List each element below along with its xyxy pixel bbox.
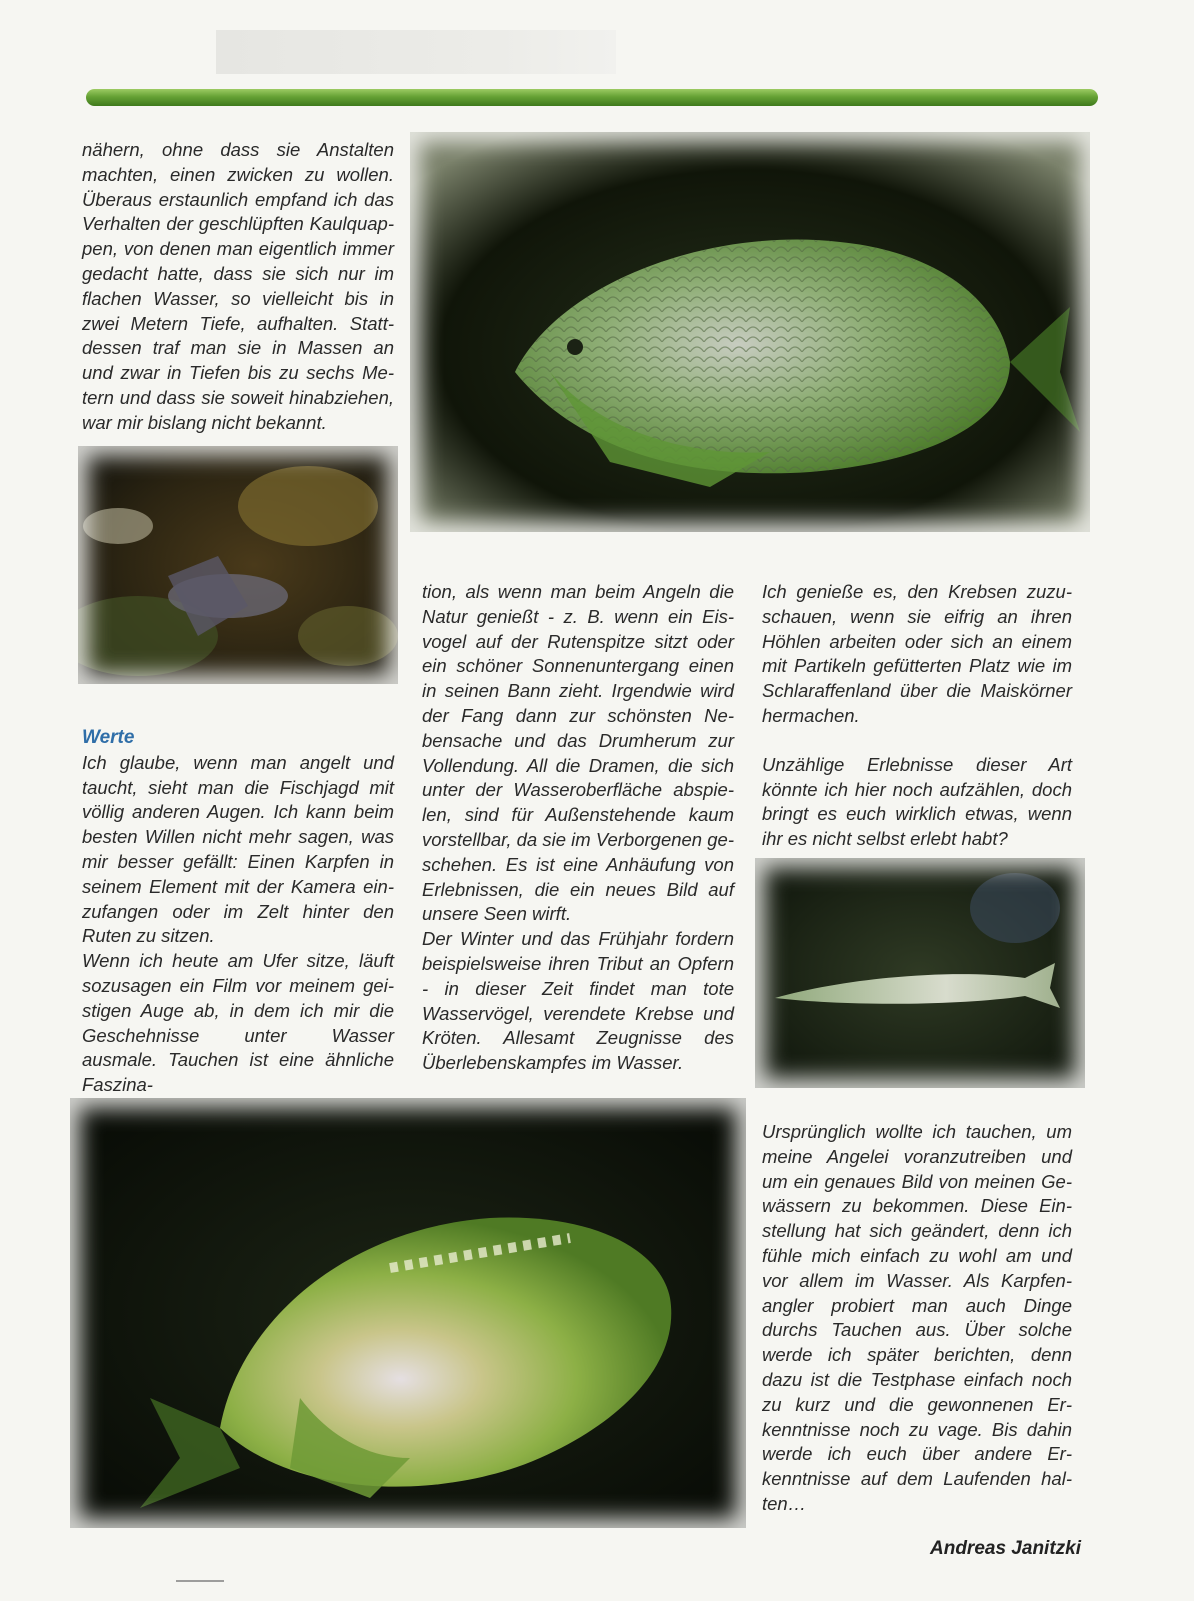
fish-photo-small (755, 858, 1085, 1088)
paragraph-ufer: Wenn ich heute am Ufer sitze, läuft sozusagen ein Film vor meinem geistigen Auge ab, in dem ich mir die Geschehnisse unter Wasser ausmale. Tauchen ist eine ähnliche Faszina- (82, 950, 394, 1096)
footer-mark (176, 1580, 224, 1586)
carp-photo-bottom (70, 1098, 746, 1528)
carp-photo-bottom-image (70, 1098, 746, 1528)
section-rule (86, 89, 1098, 106)
crayfish-photo-image (78, 446, 398, 684)
paragraph-winter: Der Winter und das Frühjahr fordern beispielsweise ihren Tribut an Opfern - in dieser Zeit findet man tote Wasservögel, verendete Krebse und Kröten. Allesamt Zeugnisse des Überlebenskampfes im Wasser. (422, 928, 734, 1074)
paragraph-tauchen-angelei: Ursprünglich wollte ich tauchen, um meine Angelei voranzutreiben und um ein genaues Bild von meinen Gewässern zu bekommen. Diese Einstellung hat sich geändert, denn ich fühle mich einfach zu wohl am und vor allem im Wasser. Als Karpfenangler probiert man auch Dinge durchs Tauchen aus. Über solche werde ich später berichten, denn dazu ist die Testphase einfach noch zu kurz und die gewonnenen Erkenntnisse noch zu vage. Bis dahin werde ich euch über andere Erkenntnisse auf dem Laufenden halten… (762, 1121, 1072, 1514)
column-3-upper (762, 580, 1072, 852)
section-heading-werte: Werte (82, 727, 135, 748)
column-1-upper (82, 138, 394, 436)
carp-photo-top (410, 132, 1090, 532)
column-1-lower (82, 726, 394, 1098)
paragraph-tadpoles: nähern, ohne dass sie Anstalten machten, einen zwicken zu wollen. Überaus erstaunlich empfand ich das Verhalten der geschlüpften Kaulquappen, von denen man eigentlich immer gedacht hatte, dass sie sich nur im flachen Wasser, so vielleicht bis in zwei Metern Tiefe, aufhalten. Stattdessen traf man sie in Massen an und zwar in Tiefen bis zu sechs Metern und dass sie soweit hinabziehen, war mir bislang nicht bekannt. (82, 139, 394, 433)
column-3-lower (762, 1120, 1072, 1517)
paragraph-erlebnisse: Unzählige Erlebnisse dieser Art könnte ich hier noch aufzählen, doch bringt es euch wirklich etwas, wenn ihr es nicht selbst erlebt habt? (762, 753, 1072, 850)
header-band (216, 30, 616, 74)
crayfish-photo (78, 446, 398, 684)
paragraph-faszination: tion, als wenn man beim Angeln die Natur genießt - z. B. wenn ein Eisvogel auf der Rutenspitze sitzt oder ein schöner Sonnenuntergang einen in seinen Bann zieht. Irgendwie wird der Fang dann zur schönsten Nebensache und das Drumherum zur Vollendung. All die Dramen, die sich unter der Wasseroberfläche abspielen, sind für Außenstehende kaum vorstellbar, da sie im Verborgenen geschehen. Es ist eine Anhäufung von Erlebnissen, die ein neues Bild auf unsere Seen wirft. (422, 581, 734, 925)
column-2 (422, 580, 734, 1076)
fish-photo-small-image (755, 858, 1085, 1088)
carp-photo-top-image (410, 132, 1090, 532)
paragraph-angeln-tauchen: Ich glaube, wenn man angelt und taucht, sieht man die Fischjagd mit völlig anderen Augen. Ich kann beim besten Willen nicht mehr sagen, was mir besser gefällt: Einen Karpfen in seinem Element mit der Kamera einzufangen oder im Zelt hinter den Ruten zu sitzen. (82, 751, 394, 947)
paragraph-krebse: Ich genieße es, den Krebsen zuzuschauen, wenn sie eifrig an ihren Höhlen arbeiten oder sich an einem mit Partikeln gefütterten Platz wie im Schlaraffenland über die Maiskörner hermachen. (762, 581, 1072, 726)
author-signature: Andreas Janitzki (930, 1538, 1081, 1559)
